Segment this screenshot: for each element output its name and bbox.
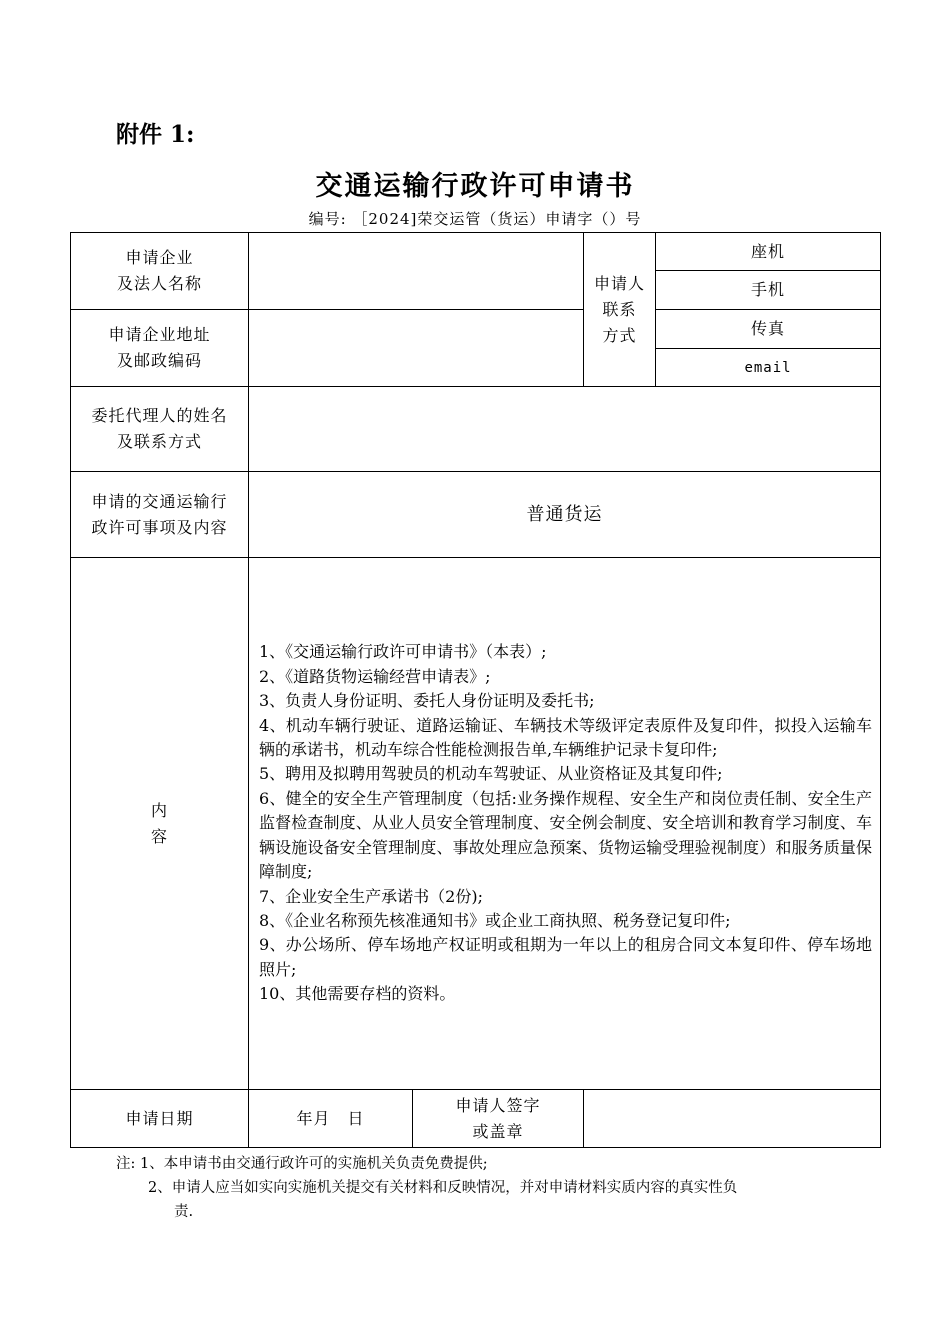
signature-field[interactable] xyxy=(584,1090,881,1148)
applicant-address-label-cell xyxy=(71,310,249,387)
content-label-line2: 容 xyxy=(150,826,168,846)
notes xyxy=(116,1152,846,1224)
content-item: 9、办公场所、停车场地产权证明或租期为一年以上的租房合同文本复印件、停车场地照片; xyxy=(259,935,873,979)
content-label-line1: 内 xyxy=(150,800,168,820)
agent-field[interactable] xyxy=(249,387,881,472)
note-line-3: 责. xyxy=(174,1204,194,1220)
permit-value[interactable]: 普通货运 xyxy=(249,472,881,558)
email-label: email xyxy=(656,349,881,387)
applicant-name-field[interactable] xyxy=(249,233,584,310)
applicant-name-label-cell xyxy=(71,233,249,310)
signature-label-line2: 或盖章 xyxy=(472,1121,524,1141)
content-item: 6、健全的安全生产管理制度（包括:业务操作规程、安全生产和岗位责任制、安全生产监督检查制度、从业人员安全管理制度、安全例会制度、安全培训和教育学习制度、车辆设施设备安全管理制度、事故处理应急预案、货物运输受理验视制度）和服务质量保障制度; xyxy=(259,788,873,882)
content-item: 2、《道路货物运输经营申请表》; xyxy=(259,666,491,686)
document-title: 交通运输行政许可申请书 xyxy=(315,171,635,202)
agent-label-cell xyxy=(71,387,249,472)
applicant-address-label-line2: 及邮政编码 xyxy=(116,351,202,370)
content-item: 8、《企业名称预先核准通知书》或企业工商执照、税务登记复印件; xyxy=(259,910,731,930)
applicant-address-field[interactable] xyxy=(249,310,584,387)
permit-label-line2: 政许可事项及内容 xyxy=(91,517,228,537)
agent-label-line2: 及联系方式 xyxy=(116,432,202,451)
note-line-1: 注: 1、本申请书由交通行政许可的实施机关负责免费提供; xyxy=(116,1156,488,1172)
attachment-label: 附件 1: xyxy=(116,121,195,148)
document-number: 编号: ［2024]荣交运管（货运）申请字（）号 xyxy=(308,210,642,228)
signature-label-cell xyxy=(413,1090,584,1148)
date-field[interactable]: 年月 日 xyxy=(249,1090,413,1148)
permit-label-cell xyxy=(71,472,249,558)
contact-label-cell xyxy=(584,233,656,387)
contact-label-line3: 方式 xyxy=(602,325,637,345)
agent-label-line1: 委托代理人的姓名 xyxy=(91,406,228,425)
contact-label-line2: 联系 xyxy=(602,299,637,319)
content-items-cell xyxy=(249,558,881,1090)
application-form-table xyxy=(70,232,881,1148)
note-line-2: 2、申请人应当如实向实施机关提交有关材料和反映情况，并对申请材料实质内容的真实性负 xyxy=(148,1180,738,1196)
date-label: 申请日期 xyxy=(71,1090,249,1148)
contact-label-line1: 申请人 xyxy=(594,273,646,293)
content-item: 1、《交通运输行政许可申请书》（本表）; xyxy=(259,642,547,662)
applicant-name-label-line2: 及法人名称 xyxy=(116,274,202,293)
content-item: 5、聘用及拟聘用驾驶员的机动车驾驶证、从业资格证及其复印件; xyxy=(259,764,723,784)
content-item: 10、其他需要存档的资料。 xyxy=(259,984,456,1004)
content-item: 7、企业安全生产承诺书（2份); xyxy=(259,886,483,906)
content-item: 4、机动车辆行驶证、道路运输证、车辆技术等级评定表原件及复印件，拟投入运输车辆的承诺书，机动车综合性能检测报告单,车辆维护记录卡复印件; xyxy=(259,715,873,760)
content-item: 3、负责人身份证明、委托人身份证明及委托书; xyxy=(259,691,595,711)
mobile-label: 手机 xyxy=(656,271,881,310)
signature-label-line1: 申请人签字 xyxy=(455,1095,541,1115)
landline-label: 座机 xyxy=(656,233,881,271)
permit-label-line1: 申请的交通运输行 xyxy=(91,491,228,511)
fax-label: 传真 xyxy=(656,310,881,349)
applicant-address-label-line1: 申请企业地址 xyxy=(108,325,211,344)
applicant-name-label-line1: 申请企业 xyxy=(125,248,194,267)
content-label-cell xyxy=(71,558,249,1090)
